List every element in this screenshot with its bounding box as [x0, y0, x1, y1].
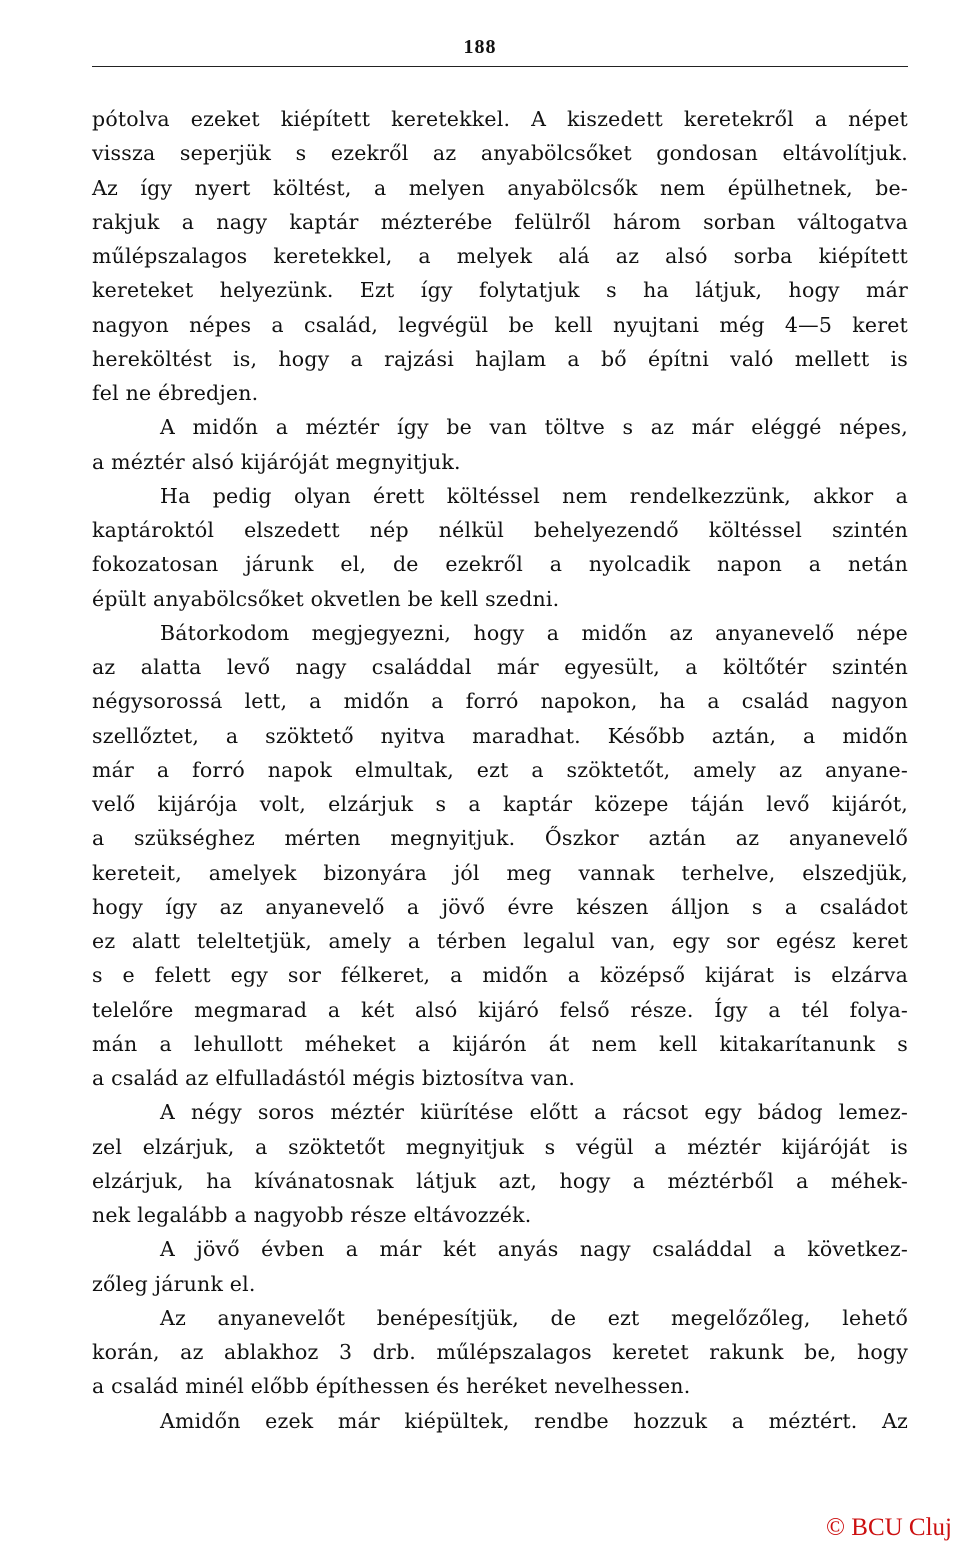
text-line: Amidőn ezek már kiépültek, rendbe hozzuk a méztért. Az — [160, 1408, 908, 1433]
text-line: pótolva ezeket kiépített keretekkel. A kiszedett keretekről a népet — [92, 107, 908, 131]
text-line: a család az elfulladástól mégis biztosítva van. — [92, 1066, 576, 1090]
text-line: a család minél előbb építhessen és heréket nevelhessen. — [92, 1374, 691, 1399]
text-line: Bátorkodom megjegyezni, hogy a midőn az anyanevelő népe — [160, 620, 908, 645]
text-line: velő kijárója volt, elzárjuk s a kaptár közepe táján levő kijárót, — [92, 792, 908, 816]
text-line: vissza seperjük s ezekről az anyabölcsőket gondosan eltávolítjuk. — [92, 141, 908, 166]
text-line: fokozatosan járunk el, de ezekről a nyolcadik napon a netán — [92, 552, 908, 577]
text-line: épült anyabölcsőket okvetlen be kell szedni. — [92, 586, 560, 611]
text-line: s e felett egy sor félkeret, a midőn a középső kijárat is elzárva — [92, 963, 908, 988]
body-text — [92, 102, 908, 1438]
text-line: hereköltést is, hogy a rajzási hajlam a bő építni való mellett is — [92, 346, 908, 371]
text-line: A négy soros méztér kiürítése előtt a rácsot egy bádog lemez- — [160, 1100, 908, 1125]
page-number: 188 — [463, 36, 497, 58]
text-line: A jövő évben a már két anyás nagy családdal a következ- — [160, 1237, 908, 1262]
text-line: nek legalább a nagyobb része eltávozzék. — [92, 1203, 532, 1227]
text-line: A midőn a méztér így be van töltve s az már eléggé népes, — [160, 415, 908, 440]
text-line: a méztér alsó kijáróját megnyitjuk. — [92, 449, 461, 474]
text-line: zel elzárjuk, a szöktetőt megnyitjuk s végül a méztér kijáróját is — [92, 1134, 908, 1159]
text-line: kereteket helyezünk. Ezt így folytatjuk s ha látjuk, hogy már — [92, 278, 908, 303]
text-line: zőleg járunk el. — [92, 1271, 256, 1296]
text-line: szellőztet, a szöktető nyitva maradhat. Később aztán, a midőn — [92, 723, 908, 748]
text-line: Az így nyert költést, a melyen anyabölcsők nem épülhetnek, be- — [92, 175, 908, 200]
text-line: ez alatt teleltetjük, amely a térben legalul van, egy sor egész keret — [92, 929, 908, 953]
text-line: kaptároktól elszedett nép nélkül behelyezendő költéssel szintén — [92, 518, 908, 542]
text-line: korán, az ablakhoz 3 drb. műlépszalagos keretet rakunk be, hogy — [92, 1340, 908, 1364]
watermark: © BCU Cluj — [826, 1514, 952, 1541]
text-line: rakjuk a nagy kaptár mézterébe felülről három sorban váltogatva — [92, 209, 908, 234]
text-line: műlépszalagos keretekkel, a melyek alá az alsó sorba kiépített — [92, 244, 908, 268]
text-line: fel ne ébredjen. — [92, 381, 259, 405]
text-line: Ha pedig olyan érett költéssel nem rendelkezzünk, akkor a — [160, 483, 908, 508]
text-line: kereteit, amelyek bizonyára jól meg vannak terhelve, elszedjük, — [92, 860, 908, 885]
text-line: négysorossá lett, a midőn a forró napokon, ha a család nagyon — [92, 689, 908, 714]
text-line: Az anyanevelőt benépesítjük, de ezt megelőzőleg, lehető — [160, 1305, 908, 1330]
text-line: hogy így az anyanevelő a jövő évre készen álljon s a családot — [92, 894, 908, 919]
text-line: nagyon népes a család, legvégül be kell nyujtani még 4—5 keret — [92, 312, 908, 337]
text-line: az alatta levő nagy családdal már egyesült, a költőtér szintén — [92, 655, 908, 679]
text-line: a szükséghez mérten megnyitjuk. Őszkor aztán az anyanevelő — [92, 826, 908, 851]
text-line: már a forró napok elmultak, ezt a szöktetőt, amely az anyane- — [92, 757, 908, 782]
header-rule — [92, 66, 908, 67]
text-line: elzárjuk, ha kívánatosnak látjuk azt, hogy a méztérből a méhek- — [92, 1168, 908, 1193]
text-line: mán a lehullott méheket a kijárón át nem kell kitakarítanunk s — [92, 1031, 908, 1056]
text-line: telelőre megmarad a két alsó kijáró felső része. Így a tél folya- — [92, 997, 908, 1022]
